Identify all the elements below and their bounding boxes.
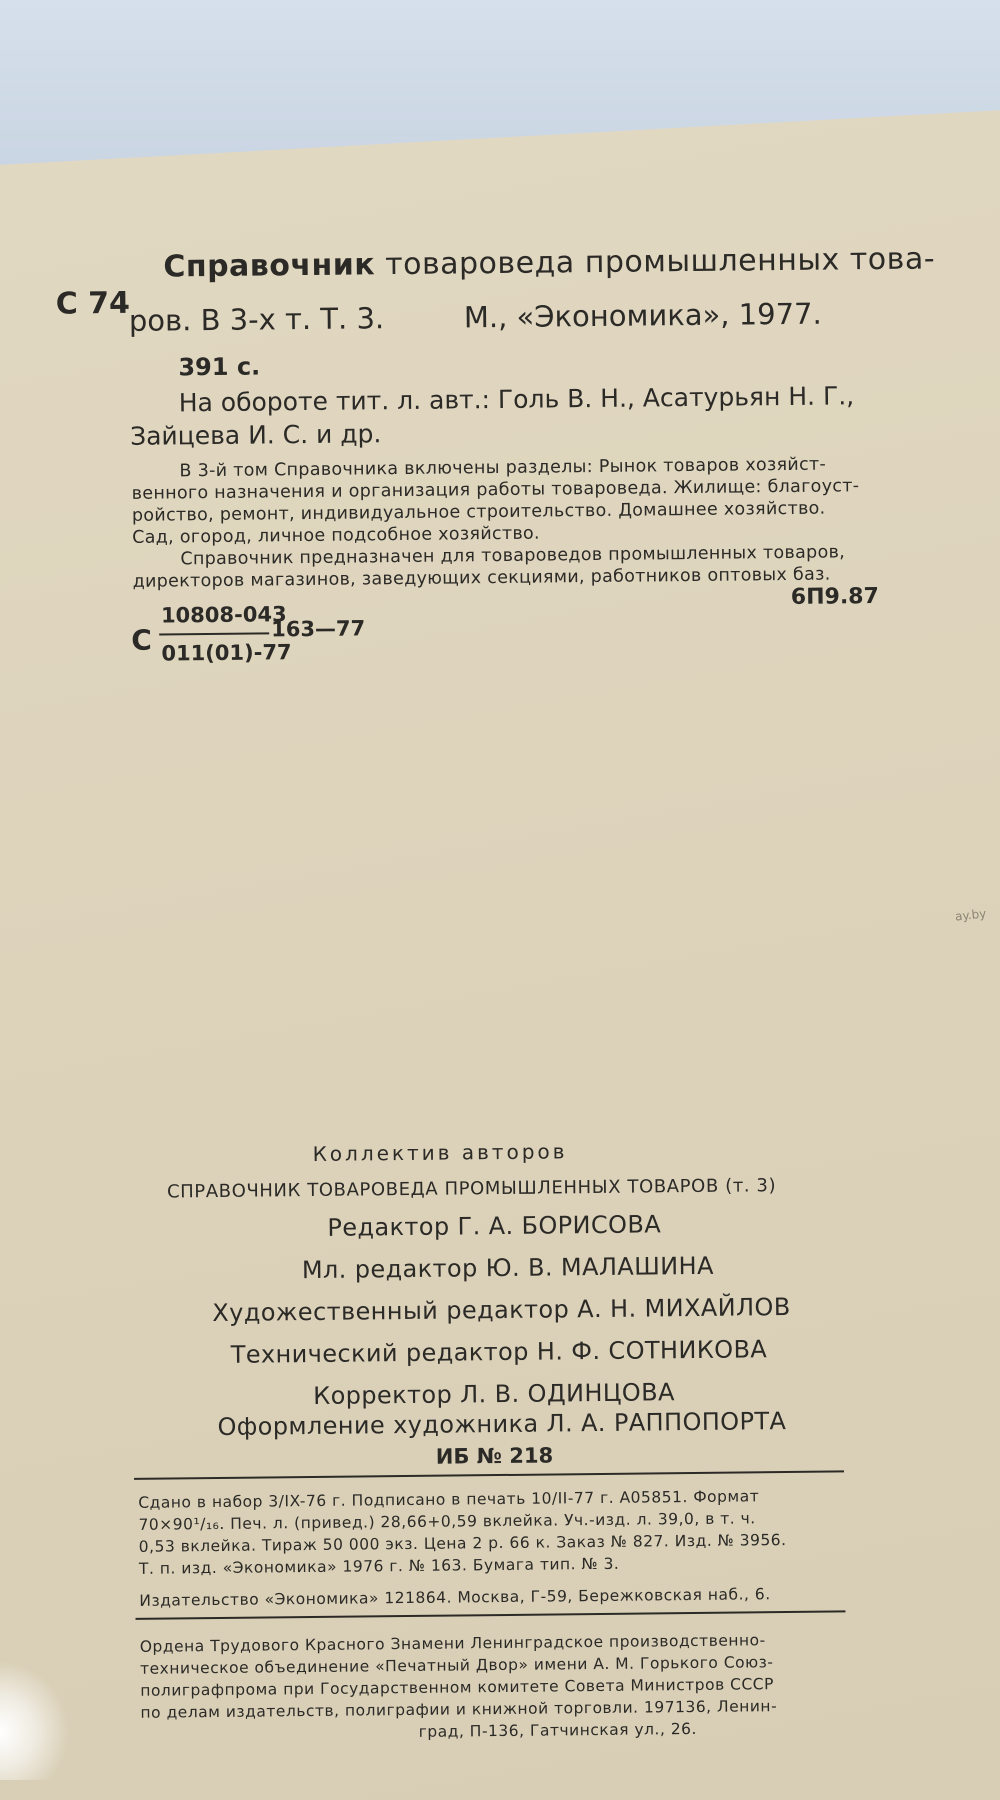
classification-suffix: 163—77	[271, 616, 366, 642]
printer-line: по делам издательств, полиграфии и книжной торговли. 197136, Ленин-	[140, 1697, 778, 1722]
print-details-line: Т. п. изд. «Экономика» 1976 г. № 163. Бумага тип. № 3.	[138, 1554, 620, 1578]
ib-number: ИБ № 218	[435, 1443, 554, 1469]
printer-line: полиграфпрома при Государственном комитете Совета Министров СССР	[140, 1675, 774, 1700]
annotation-line: Сад, огород, личное подсобное хозяйство.	[132, 523, 540, 548]
page-count: 391 с.	[178, 352, 261, 382]
staff-line: Корректор Л. В. ОДИНЦОВА	[313, 1378, 675, 1410]
print-details-line: 70×90¹/₁₆. Печ. л. (привед.) 28,66+0,59 вклейка. Уч.-изд. л. 39,0, в т. ч.	[138, 1509, 756, 1534]
catalog-code: С 74	[55, 285, 131, 322]
book-title-line2: ров. В 3-х т. Т. 3.	[128, 301, 385, 338]
staff-line: Художественный редактор А. Н. МИХАЙЛОВ	[212, 1292, 791, 1328]
staff-line: Редактор Г. А. БОРИСОВА	[327, 1210, 662, 1242]
divider	[134, 1470, 844, 1479]
fraction-bar	[159, 632, 269, 635]
book-title-line1	[163, 241, 935, 284]
annotation-line: Справочник предназначен для товароведов промышленных товаров,	[180, 542, 846, 570]
divider	[135, 1610, 845, 1619]
staff-line: Оформление художника Л. А. РАППОПОРТА	[217, 1407, 787, 1441]
publisher-info: М., «Экономика», 1977.	[463, 296, 822, 335]
light-glare	[0, 1660, 70, 1780]
annotation-line: венного назначения и организация работы товароведа. Жилище: благоуст-	[131, 476, 860, 504]
authors-line1: На обороте тит. л. авт.: Голь В. Н., Асатурьян Н. Г.,	[178, 381, 855, 418]
annotation-line: В 3-й том Справочника включены разделы: Рынок товаров хозяйст-	[179, 454, 827, 482]
publisher-address: Издательство «Экономика» 121864. Москва, Г-59, Бережковская наб., 6.	[139, 1585, 771, 1610]
printer-line: град, П-136, Гатчинская ул., 26.	[418, 1719, 698, 1741]
print-details-line: 0,53 вклейка. Тираж 50 000 экз. Цена 2 р. 66 к. Заказ № 827. Изд. № 3956.	[138, 1531, 787, 1556]
watermark: ay.by	[954, 906, 987, 924]
annotation-line: ройство, ремонт, индивидуальное строительство. Домашнее хозяйство.	[131, 498, 826, 526]
classification-denominator: 011(01)-77	[161, 640, 292, 666]
bbk-index: 6П9.87	[790, 584, 879, 610]
annotation-line: директоров магазинов, заведующих секциями, работников оптовых баз.	[132, 564, 831, 592]
printer-line: техническое объединение «Печатный Двор» имени А. М. Горького Союз-	[139, 1653, 774, 1678]
authors-line2: Зайцева И. С. и др.	[129, 419, 382, 451]
classification-numerator: 10808-043	[160, 602, 287, 628]
book-title-rest: товароведа промышленных това-	[384, 241, 936, 283]
staff-line: Технический редактор Н. Ф. СОТНИКОВА	[230, 1335, 768, 1369]
book-title-bold: Справочник	[163, 247, 376, 285]
book-title-caps: СПРАВОЧНИК ТОВАРОВЕДА ПРОМЫШЛЕННЫХ ТОВАРОВ (т. 3)	[166, 1175, 777, 1203]
classification-letter: С	[131, 623, 152, 657]
print-details-line: Сдано в набор 3/IX-76 г. Подписано в печать 10/II-77 г. А05851. Формат	[138, 1487, 760, 1512]
staff-line: Мл. редактор Ю. В. МАЛАШИНА	[301, 1251, 714, 1285]
printer-line: Ордена Трудового Красного Знамени Ленинградское производственно-	[139, 1631, 766, 1656]
collective-authors: Коллектив авторов	[312, 1139, 568, 1166]
